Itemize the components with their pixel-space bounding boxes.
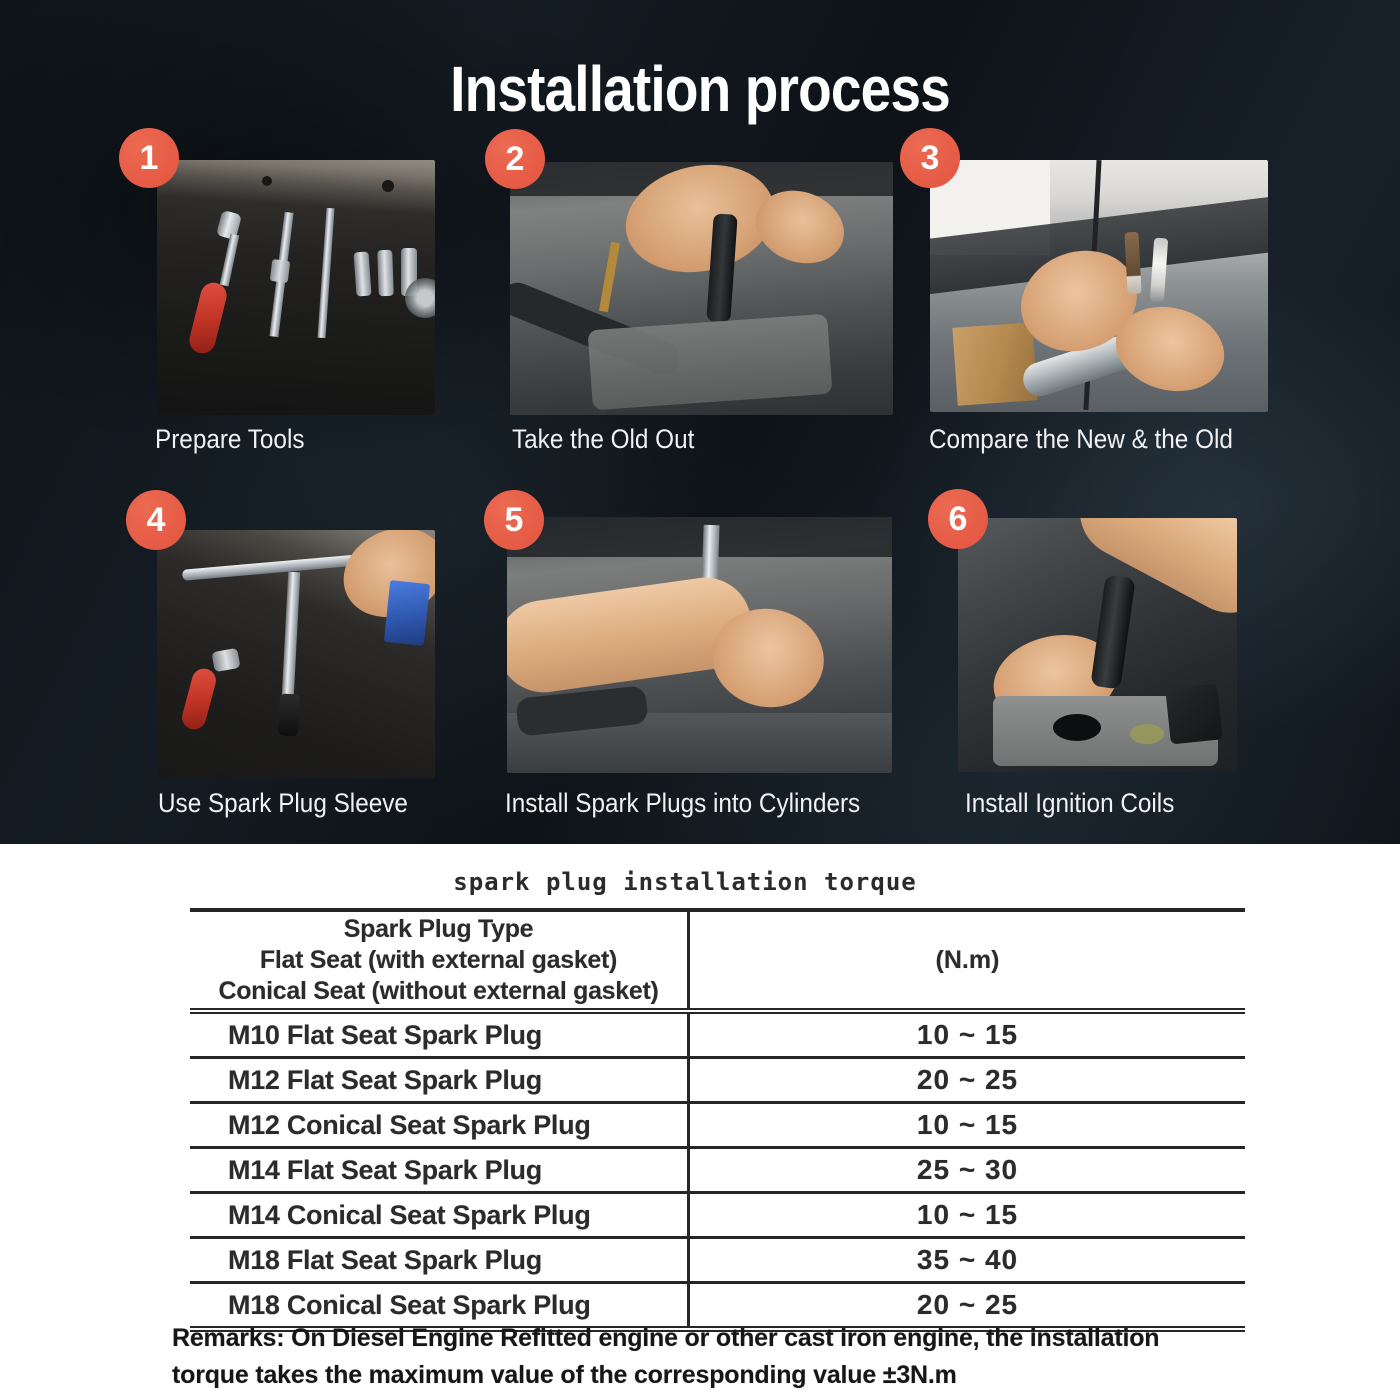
step-2-number-badge [485, 129, 545, 189]
torque-table-section [0, 844, 1400, 1400]
step-3 [900, 128, 1280, 458]
step-1-number-badge [119, 128, 179, 188]
remarks-line-1: Remarks: On Diesel Engine Refitted engine or other cast iron engine, the installation [172, 1324, 1160, 1352]
step-4-number-badge [126, 490, 186, 550]
plug-type-cell: M14 Flat Seat Spark Plug [190, 1148, 689, 1193]
torque-value-cell: 10 ~ 15 [689, 1011, 1246, 1058]
table-row [190, 1193, 1245, 1238]
table-row [190, 1058, 1245, 1103]
table-header-type [190, 910, 689, 1011]
header-type-line-1: Spark Plug Type [343, 914, 534, 943]
step-3-photo-compare-plugs [930, 160, 1268, 412]
coil-connector-shape [1165, 683, 1223, 744]
step-2 [485, 129, 905, 459]
plug-type-cell: M12 Flat Seat Spark Plug [190, 1058, 689, 1103]
ratchet-shaft-shape [220, 234, 240, 287]
plug-type-cell: M10 Flat Seat Spark Plug [190, 1011, 689, 1058]
step-number: 3 [920, 138, 940, 177]
table-row [190, 1238, 1245, 1283]
spark-plug-socket-shape [353, 252, 371, 297]
header-type-line-3: Conical Seat (without external gasket) [218, 976, 659, 1005]
header-type-line-2: Flat Seat (with external gasket) [259, 945, 618, 974]
gauge-sticker-shape [1130, 724, 1164, 744]
ignition-coil-shape [1090, 574, 1135, 689]
step-2-caption: Take the Old Out [512, 424, 695, 454]
table-header-unit: (N.m) [689, 910, 1246, 1011]
torque-value-cell: 10 ~ 15 [689, 1193, 1246, 1238]
plug-hole-shape [1053, 714, 1101, 741]
step-4 [126, 490, 456, 820]
table-row [190, 1103, 1245, 1148]
step-number: 6 [948, 499, 968, 538]
screwdriver-handle-shape [187, 280, 230, 356]
plug-type-cell: M18 Flat Seat Spark Plug [190, 1238, 689, 1283]
step-number: 4 [146, 500, 166, 539]
cardboard-box-shape [952, 322, 1037, 405]
step-number: 2 [505, 139, 525, 178]
step-4-photo-spark-plug-sleeve [157, 530, 435, 778]
step-3-number-badge [900, 128, 960, 188]
socket-tip-shape [278, 694, 300, 737]
step-number: 1 [139, 138, 159, 177]
step-2-photo-removing-old-plug [510, 162, 893, 415]
hood-bolt-shape [262, 176, 272, 186]
screwdriver-handle-shape [179, 666, 218, 732]
step-1-caption: Prepare Tools [155, 424, 305, 454]
step-5 [484, 490, 914, 820]
table-header-row [190, 910, 1245, 1011]
sleeve-extension-shape [282, 572, 301, 697]
plug-type-cell: M14 Conical Seat Spark Plug [190, 1193, 689, 1238]
torque-value-cell: 10 ~ 15 [689, 1103, 1246, 1148]
step-5-number-badge [484, 490, 544, 550]
remarks-text [172, 1320, 1292, 1394]
plug-type-cell: M18 Conical Seat Spark Plug [190, 1283, 689, 1330]
socket-coupler-shape [270, 259, 291, 283]
torque-value-cell: 35 ~ 40 [689, 1238, 1246, 1283]
table-row [190, 1011, 1245, 1058]
torque-value-cell: 20 ~ 25 [689, 1283, 1246, 1330]
valve-cover-shape [588, 314, 833, 411]
remarks-line-2: torque takes the maximum value of the corresponding value ±3N.m [172, 1361, 957, 1389]
torque-value-cell: 25 ~ 30 [689, 1148, 1246, 1193]
spark-plug-socket-shape [377, 250, 394, 296]
pulley-wheel-shape [405, 278, 435, 318]
table-title: spark plug installation torque [453, 868, 917, 896]
step-5-caption: Install Spark Plugs into Cylinders [505, 788, 861, 818]
ratchet-head-shape [211, 648, 240, 672]
forearm-shape [1064, 518, 1237, 629]
step-6-photo-install-coils [958, 518, 1237, 772]
step-number: 5 [504, 500, 524, 539]
step-6 [928, 489, 1288, 819]
step-1-photo-tools-on-engine [157, 160, 435, 415]
step-3-caption: Compare the New & the Old [929, 424, 1233, 454]
torque-value-cell: 20 ~ 25 [689, 1058, 1246, 1103]
step-5-photo-install-plugs [507, 517, 892, 773]
long-extension-bar-shape [317, 208, 334, 338]
step-4-caption: Use Spark Plug Sleeve [158, 788, 408, 818]
step-6-caption: Install Ignition Coils [965, 788, 1175, 818]
step-6-number-badge [928, 489, 988, 549]
dipstick-shape [599, 242, 620, 312]
new-spark-plug-shape [1150, 238, 1168, 303]
torque-table [190, 908, 1245, 1332]
step-1 [119, 128, 449, 458]
engine-bay-shadow-shape [507, 517, 892, 557]
package-box-shape [384, 580, 430, 646]
table-row [190, 1148, 1245, 1193]
plug-type-cell: M12 Conical Seat Spark Plug [190, 1103, 689, 1148]
page-title: Installation process [450, 53, 950, 125]
hood-bolt-shape [382, 180, 394, 192]
